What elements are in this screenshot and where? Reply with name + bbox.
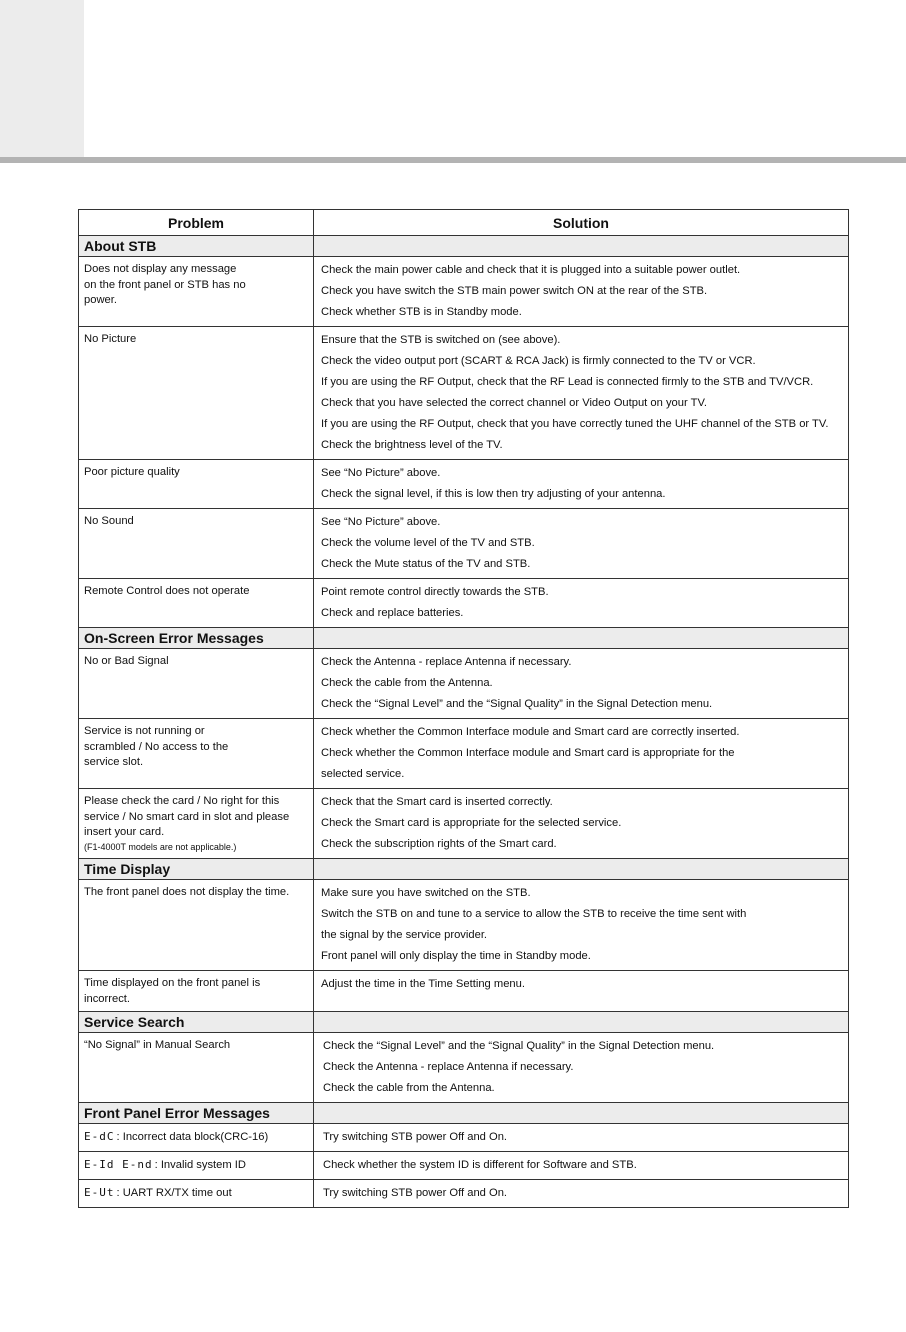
solution-line: Check the Antenna - replace Antenna if necessary. <box>321 656 572 668</box>
problem-text: No Sound <box>84 515 134 527</box>
problem-text: Please check the card / No right for this <box>84 795 280 807</box>
solution-cell <box>314 649 849 719</box>
solution-cell <box>314 789 849 859</box>
problem-cell <box>79 649 314 719</box>
segment-error-code: E-Ut <box>84 1186 115 1199</box>
solution-line: If you are using the RF Output, check that the RF Lead is connected firmly to the STB and TV/VCR. <box>321 376 814 388</box>
solution-line: Check whether the system ID is different for Software and STB. <box>323 1159 637 1171</box>
solution-line: selected service. <box>321 768 405 780</box>
section-blank-cell <box>314 1103 849 1124</box>
table-row <box>79 1033 849 1103</box>
problem-cell <box>79 509 314 579</box>
problem-cell <box>79 327 314 460</box>
problem-text: : Incorrect data block(CRC-16) <box>116 1131 269 1143</box>
problem-text: Does not display any message <box>84 263 237 275</box>
section-header-row <box>79 628 849 649</box>
table-row <box>79 579 849 628</box>
solution-line: Try switching STB power Off and On. <box>323 1131 508 1143</box>
problem-text: service / No smart card in slot and please <box>84 810 290 823</box>
solution-cell <box>314 880 849 971</box>
problem-cell <box>79 1180 314 1208</box>
problem-cell <box>79 460 314 509</box>
solution-line: Front panel will only display the time in Standby mode. <box>321 950 591 962</box>
solution-line: Check the video output port (SCART & RCA Jack) is firmly connected to the TV or VCR. <box>321 355 756 367</box>
solution-line: Check the subscription rights of the Smart card. <box>321 838 557 850</box>
solution-line: Point remote control directly towards the STB. <box>321 586 549 598</box>
problem-cell <box>79 1124 314 1152</box>
problem-text: : UART RX/TX time out <box>116 1187 232 1199</box>
solution-line: Check the signal level, if this is low then try adjusting of your antenna. <box>321 488 666 500</box>
section-blank-cell <box>314 1012 849 1033</box>
segment-error-code: E-dC <box>84 1130 115 1143</box>
solution-line: Switch the STB on and tune to a service to allow the STB to receive the time sent with <box>321 908 747 920</box>
problem-text: service slot. <box>84 756 144 768</box>
solution-line: Check the Mute status of the TV and STB. <box>321 558 531 570</box>
section-title: Front Panel Error Messages <box>79 1103 314 1124</box>
table-row <box>79 789 849 859</box>
solution-cell <box>314 460 849 509</box>
solution-cell <box>314 1180 849 1208</box>
problem-text: on the front panel or STB has no <box>84 278 246 291</box>
table-row <box>79 509 849 579</box>
problem-text: scrambled / No access to the <box>84 740 229 753</box>
solution-cell <box>314 971 849 1012</box>
solution-line: Check that the Smart card is inserted correctly. <box>321 796 553 808</box>
section-title: About STB <box>79 236 314 257</box>
solution-line: the signal by the service provider. <box>321 929 488 941</box>
solution-line: Check you have switch the STB main power switch ON at the rear of the STB. <box>321 285 708 297</box>
solution-cell <box>314 1152 849 1180</box>
solution-line: See “No Picture” above. <box>321 467 441 479</box>
solution-line: Check the cable from the Antenna. <box>321 677 493 689</box>
page-corner-block <box>0 0 84 157</box>
solution-line: Check whether the Common Interface module and Smart card is appropriate for the <box>321 747 735 759</box>
problem-text: : Invalid system ID <box>154 1159 246 1171</box>
table-header-row <box>79 210 849 236</box>
table-row <box>79 257 849 327</box>
solution-line: Check that you have selected the correct channel or Video Output on your TV. <box>321 397 707 409</box>
solution-line: Ensure that the STB is switched on (see above). <box>321 334 561 346</box>
solution-cell <box>314 257 849 327</box>
problem-cell <box>79 719 314 789</box>
solution-line: Check the “Signal Level” and the “Signal Quality” in the Signal Detection menu. <box>323 1040 715 1052</box>
table-body <box>79 236 849 1208</box>
problem-text: “No Signal” in Manual Search <box>84 1039 231 1051</box>
solution-column-header: Solution <box>314 210 849 236</box>
problem-text: No Picture <box>84 333 137 345</box>
problem-cell <box>79 579 314 628</box>
section-header-row <box>79 236 849 257</box>
section-blank-cell <box>314 859 849 880</box>
solution-line: See “No Picture” above. <box>321 516 441 528</box>
solution-line: Make sure you have switched on the STB. <box>321 887 531 899</box>
table-row <box>79 971 849 1012</box>
problem-text: No or Bad Signal <box>84 655 169 667</box>
section-blank-cell <box>314 236 849 257</box>
solution-line: Check the “Signal Level” and the “Signal Quality” in the Signal Detection menu. <box>321 698 713 710</box>
solution-line: Check the volume level of the TV and STB. <box>321 537 535 549</box>
problem-cell <box>79 1152 314 1180</box>
table-row <box>79 1180 849 1208</box>
problem-cell <box>79 1033 314 1103</box>
problem-text: Remote Control does not operate <box>84 585 250 597</box>
problem-cell <box>79 257 314 327</box>
problem-cell <box>79 880 314 971</box>
problem-text: insert your card. <box>84 826 165 838</box>
solution-line: Check the Antenna - replace Antenna if necessary. <box>323 1061 574 1073</box>
table-row <box>79 719 849 789</box>
problem-text: power. <box>84 294 117 306</box>
table-row <box>79 460 849 509</box>
section-header-row <box>79 1103 849 1124</box>
troubleshooting-table <box>78 209 849 1208</box>
solution-cell <box>314 579 849 628</box>
solution-line: Check the main power cable and check that it is plugged into a suitable power outlet. <box>321 264 741 276</box>
table-row <box>79 880 849 971</box>
section-header-row <box>79 1012 849 1033</box>
solution-line: Check the cable from the Antenna. <box>323 1082 495 1094</box>
solution-line: If you are using the RF Output, check that you have correctly tuned the UHF channel of the STB or TV. <box>321 418 829 430</box>
section-header-row <box>79 859 849 880</box>
table-row <box>79 327 849 460</box>
solution-cell <box>314 1033 849 1103</box>
problem-cell <box>79 971 314 1012</box>
problem-cell <box>79 789 314 859</box>
problem-text: Service is not running or <box>84 725 205 737</box>
section-blank-cell <box>314 628 849 649</box>
problem-text: Time displayed on the front panel is incorrect. <box>84 977 261 1005</box>
solution-line: Check the Smart card is appropriate for the selected service. <box>321 817 622 829</box>
problem-note: (F1-4000T models are not applicable.) <box>84 841 237 852</box>
solution-line: Check whether STB is in Standby mode. <box>321 306 522 318</box>
solution-cell <box>314 719 849 789</box>
solution-line: Check the brightness level of the TV. <box>321 439 503 451</box>
problem-column-header: Problem <box>79 210 314 236</box>
section-title: On-Screen Error Messages <box>79 628 314 649</box>
problem-text: Poor picture quality <box>84 466 180 478</box>
table-row <box>79 1124 849 1152</box>
section-title: Service Search <box>79 1012 314 1033</box>
segment-error-code: E-Id E-nd <box>84 1158 153 1171</box>
problem-text: The front panel does not display the time. <box>84 886 290 898</box>
table-row <box>79 649 849 719</box>
solution-cell <box>314 509 849 579</box>
solution-cell <box>314 1124 849 1152</box>
solution-line: Try switching STB power Off and On. <box>323 1187 508 1199</box>
table-row <box>79 1152 849 1180</box>
solution-line: Check and replace batteries. <box>321 607 464 619</box>
header-rule <box>0 157 906 163</box>
solution-cell <box>314 327 849 460</box>
solution-line: Check whether the Common Interface module and Smart card are correctly inserted. <box>321 726 740 738</box>
solution-line: Adjust the time in the Time Setting menu. <box>321 978 525 990</box>
section-title: Time Display <box>79 859 314 880</box>
